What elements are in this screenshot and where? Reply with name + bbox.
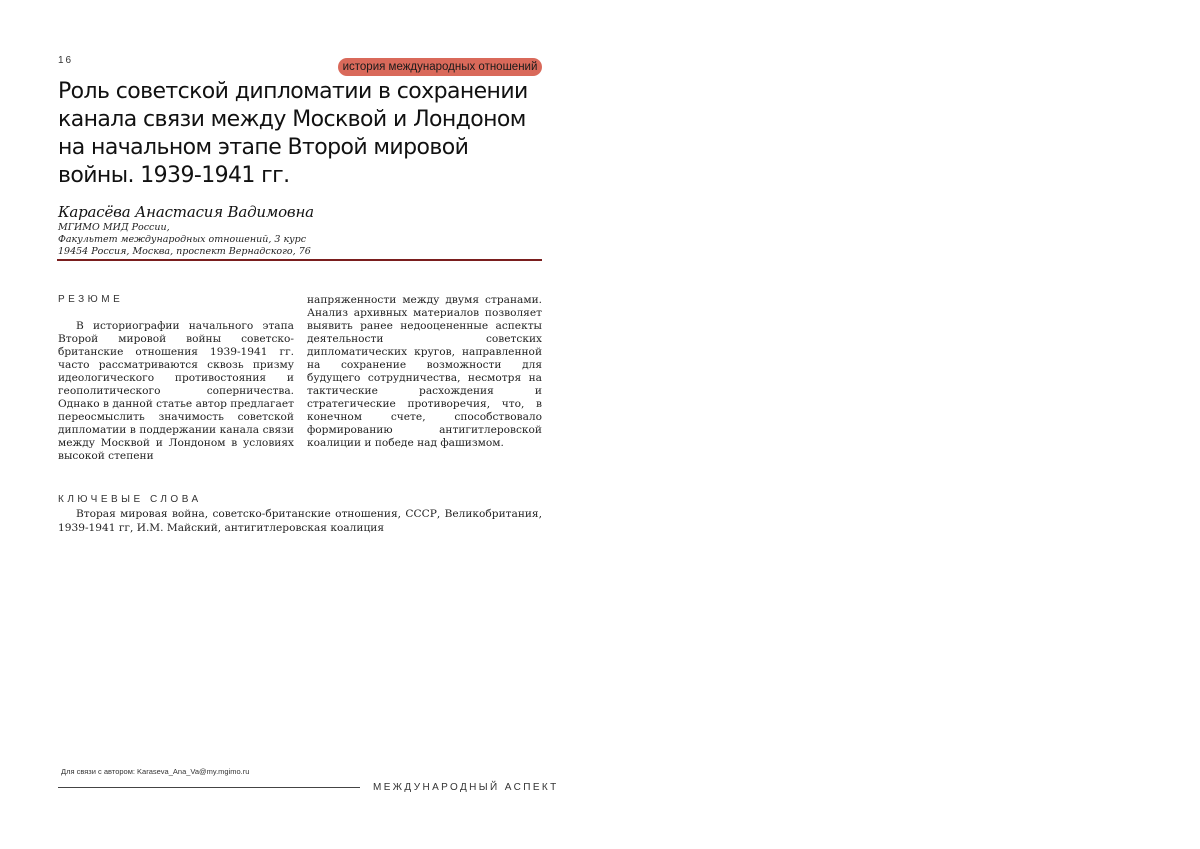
author-block	[58, 203, 542, 258]
page-number: 16	[58, 55, 74, 66]
footer-divider	[58, 787, 360, 788]
author-faculty: Факультет международных отношений, 3 курс	[58, 234, 307, 245]
author-contact: Для связи с автором: Karaseva_Ana_Va@my.mgimo.ru	[61, 767, 250, 776]
author-name: Карасёва Анастасия Вадимовна	[58, 203, 314, 221]
keywords-label: КЛЮЧЕВЫЕ СЛОВА	[58, 494, 202, 505]
abstract-column-right: напряженности между двумя странами. Анализ архивных материалов позволяет выявить ранее недооцененные аспекты деятельности советских дипломатических кругов, направленной на сохранение возможности для будущего сотрудничества, несмотря на тактические расхождения и стратегические противоречия, что, в конечном счете, способствовало формированию антигитлеровской коалиции и победе над фашизмом.	[307, 294, 542, 449]
author-affiliation: МГИМО МИД России,	[58, 222, 170, 233]
section-badge: история международных отношений	[338, 58, 542, 76]
abstract-column-left: В историографии начального этапа Второй мировой войны советско-британские отношения 1939-1941 гг. часто рассматриваются сквозь призму идеологического противостояния и геополитического соперничества. Однако в данной статье автор предлагает переосмыслить значимость советской дипломатии в поддержании канала связи между Москвой и Лондоном в условиях высокой степени	[58, 320, 294, 462]
title-divider	[57, 259, 542, 261]
author-address: 19454 Россия, Москва, проспект Вернадского, 76	[58, 246, 311, 257]
keywords-text: Вторая мировая война, советско-британские отношения, СССР, Великобритания, 1939-1941 гг, И.М. Майский, антигитлеровская коалиция	[58, 508, 542, 534]
abstract-label: РЕЗЮМЕ	[58, 294, 124, 305]
journal-name: МЕЖДУНАРОДНЫЙ АСПЕКТ	[373, 782, 559, 793]
article-title: Роль советской дипломатии в сохранении канала связи между Москвой и Лондоном на начальном этапе Второй мировой войны. 1939-1941 гг.	[58, 79, 528, 188]
